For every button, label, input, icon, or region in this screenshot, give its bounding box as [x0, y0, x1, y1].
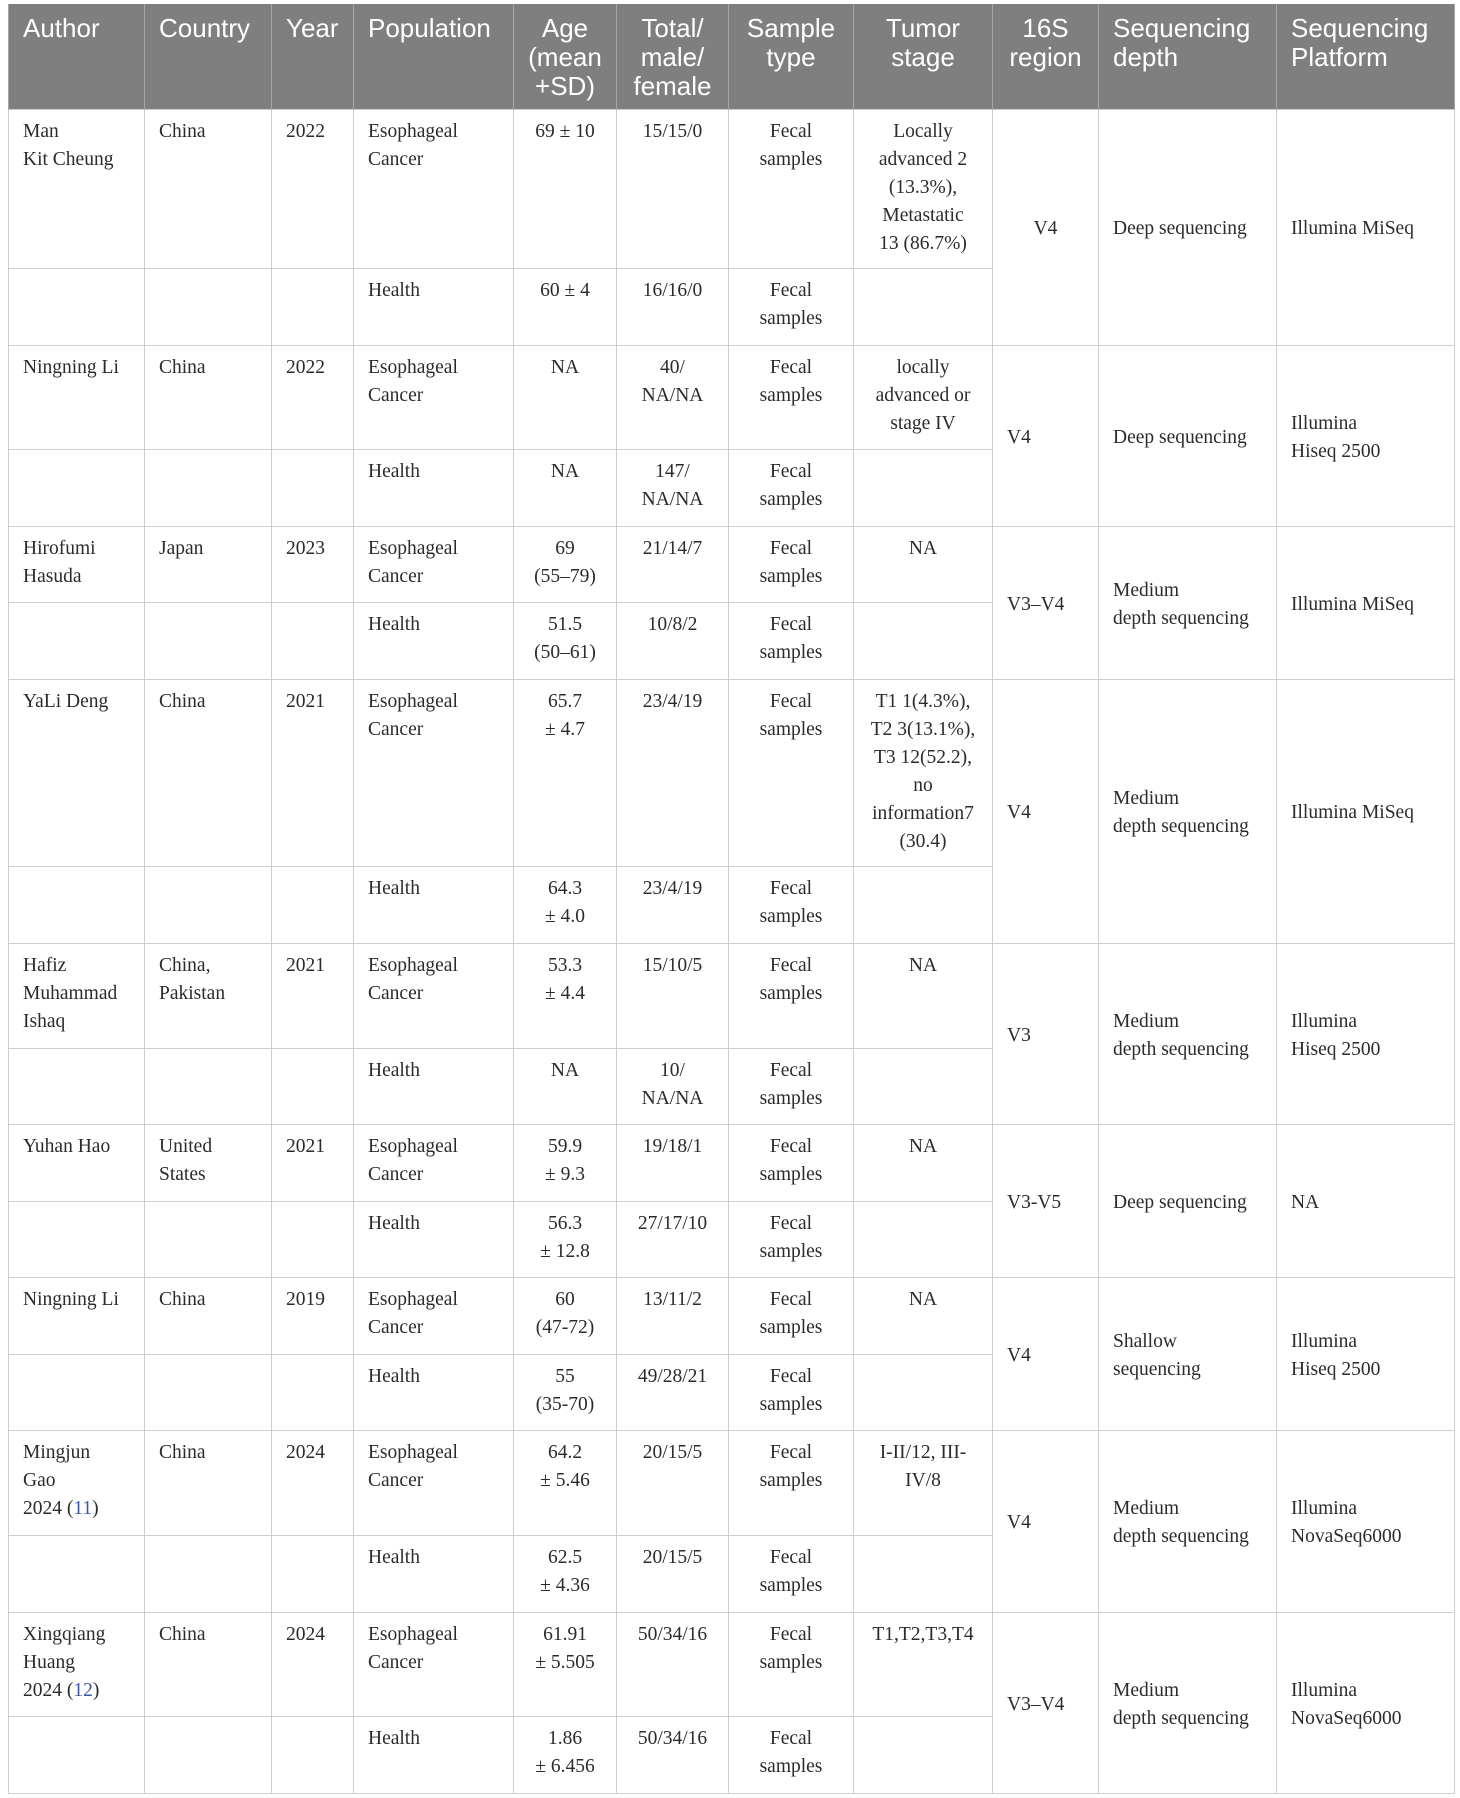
- sample-type-cell: Fecal samples: [729, 1048, 854, 1125]
- age-cell: 62.5 ± 4.36: [514, 1535, 617, 1612]
- header-sample-type: Sample type: [729, 4, 854, 110]
- total-cell: 16/16/0: [617, 269, 729, 346]
- tumor-stage-cell: [854, 603, 993, 680]
- platform-cell: Illumina Hiseq 2500: [1277, 943, 1455, 1124]
- header-population: Population: [354, 4, 514, 110]
- author-cell: Yuhan Hao: [9, 1125, 145, 1202]
- total-cell: 40/ NA/NA: [617, 345, 729, 450]
- total-cell: 15/10/5: [617, 943, 729, 1048]
- tumor-stage-cell: T1,T2,T3,T4: [854, 1612, 993, 1717]
- depth-cell: Deep sequencing: [1099, 110, 1277, 346]
- population-cell: Health: [354, 1535, 514, 1612]
- year-cell-empty: [272, 603, 354, 680]
- year-cell-empty: [272, 1717, 354, 1794]
- tumor-stage-cell: I-II/12, III- IV/8: [854, 1431, 993, 1536]
- author-cell: YaLi Deng: [9, 679, 145, 866]
- sample-type-cell: Fecal samples: [729, 110, 854, 269]
- header-row: [9, 4, 1455, 110]
- tumor-stage-cell: NA: [854, 943, 993, 1048]
- author-line: Mingjun: [23, 1442, 91, 1464]
- country-cell: United States: [145, 1125, 272, 1202]
- age-cell: 69 (55–79): [514, 526, 617, 603]
- tumor-stage-cell: [854, 1535, 993, 1612]
- population-cell: Health: [354, 603, 514, 680]
- tumor-stage-cell: [854, 269, 993, 346]
- country-cell: China, Pakistan: [145, 943, 272, 1048]
- sample-type-cell: Fecal samples: [729, 1535, 854, 1612]
- author-cell-empty: [9, 1354, 145, 1431]
- table-row: [9, 110, 1455, 269]
- year-cell: 2022: [272, 110, 354, 269]
- population-cell: Esophageal Cancer: [354, 943, 514, 1048]
- age-cell: 64.3 ± 4.0: [514, 867, 617, 944]
- table-row: [9, 1431, 1455, 1536]
- header-year: Year: [272, 4, 354, 110]
- age-cell: 59.9 ± 9.3: [514, 1125, 617, 1202]
- year-cell: 2021: [272, 943, 354, 1048]
- header-16s-region: 16S region: [993, 4, 1099, 110]
- age-cell: 65.7 ± 4.7: [514, 679, 617, 866]
- population-cell: Health: [354, 1201, 514, 1278]
- author-cell: Hafiz Muhammad Ishaq: [9, 943, 145, 1048]
- total-cell: 23/4/19: [617, 679, 729, 866]
- header-total: Total/ male/ female: [617, 4, 729, 110]
- year-cell-empty: [272, 1048, 354, 1125]
- header-sequencing-platform: Sequencing Platform: [1277, 4, 1455, 110]
- region-cell: V4: [993, 345, 1099, 526]
- age-cell: 55 (35-70): [514, 1354, 617, 1431]
- total-cell: 23/4/19: [617, 867, 729, 944]
- tumor-stage-cell: [854, 867, 993, 944]
- country-cell-empty: [145, 867, 272, 944]
- platform-cell: NA: [1277, 1125, 1455, 1278]
- author-cell: Man Kit Cheung: [9, 110, 145, 269]
- studies-table: [8, 4, 1455, 1794]
- sample-type-cell: Fecal samples: [729, 1125, 854, 1202]
- depth-cell: Deep sequencing: [1099, 345, 1277, 526]
- year-cell-empty: [272, 1535, 354, 1612]
- population-cell: Esophageal Cancer: [354, 110, 514, 269]
- country-cell-empty: [145, 1717, 272, 1794]
- depth-cell: Medium depth sequencing: [1099, 943, 1277, 1124]
- sample-type-cell: Fecal samples: [729, 1201, 854, 1278]
- country-cell-empty: [145, 269, 272, 346]
- sample-type-cell: Fecal samples: [729, 603, 854, 680]
- sample-type-cell: Fecal samples: [729, 526, 854, 603]
- table-row: [9, 1612, 1455, 1717]
- tumor-stage-cell: NA: [854, 526, 993, 603]
- platform-cell: Illumina NovaSeq6000: [1277, 1612, 1455, 1794]
- population-cell: Esophageal Cancer: [354, 1125, 514, 1202]
- total-cell: 50/34/16: [617, 1612, 729, 1717]
- tumor-stage-cell: [854, 1354, 993, 1431]
- sample-type-cell: Fecal samples: [729, 1354, 854, 1431]
- country-cell-empty: [145, 1535, 272, 1612]
- year-cell-empty: [272, 1201, 354, 1278]
- table-row: [9, 943, 1455, 1048]
- platform-cell: Illumina MiSeq: [1277, 110, 1455, 346]
- population-cell: Esophageal Cancer: [354, 345, 514, 450]
- table-row: [9, 1125, 1455, 1202]
- year-cell: 2024: [272, 1431, 354, 1536]
- country-cell: China: [145, 110, 272, 269]
- sample-type-cell: Fecal samples: [729, 867, 854, 944]
- country-cell-empty: [145, 450, 272, 527]
- age-cell: 56.3 ± 12.8: [514, 1201, 617, 1278]
- region-cell: V4: [993, 1431, 1099, 1612]
- country-cell: China: [145, 1278, 272, 1355]
- tumor-stage-cell: [854, 450, 993, 527]
- sample-type-cell: Fecal samples: [729, 1717, 854, 1794]
- year-cell-empty: [272, 450, 354, 527]
- year-cell: 2021: [272, 1125, 354, 1202]
- population-cell: Esophageal Cancer: [354, 526, 514, 603]
- author-cell: [9, 1612, 145, 1717]
- table-row: [9, 526, 1455, 603]
- sample-type-cell: Fecal samples: [729, 943, 854, 1048]
- tumor-stage-cell: NA: [854, 1278, 993, 1355]
- total-cell: 19/18/1: [617, 1125, 729, 1202]
- year-cell-empty: [272, 1354, 354, 1431]
- population-cell: Health: [354, 1717, 514, 1794]
- year-cell: 2023: [272, 526, 354, 603]
- table-row: [9, 1278, 1455, 1355]
- age-cell: 1.86 ± 6.456: [514, 1717, 617, 1794]
- year-cell: 2024: [272, 1612, 354, 1717]
- population-cell: Esophageal Cancer: [354, 1278, 514, 1355]
- depth-cell: Shallow sequencing: [1099, 1278, 1277, 1431]
- age-cell: NA: [514, 1048, 617, 1125]
- depth-cell: Medium depth sequencing: [1099, 1431, 1277, 1612]
- population-cell: Health: [354, 1048, 514, 1125]
- year-cell: 2022: [272, 345, 354, 450]
- sample-type-cell: Fecal samples: [729, 1431, 854, 1536]
- header-age: Age (mean +SD): [514, 4, 617, 110]
- author-ref-suffix: ): [92, 1498, 99, 1520]
- total-cell: 49/28/21: [617, 1354, 729, 1431]
- region-cell: V4: [993, 679, 1099, 943]
- region-cell: V4: [993, 1278, 1099, 1431]
- author-line: Gao: [23, 1470, 56, 1492]
- total-cell: 27/17/10: [617, 1201, 729, 1278]
- tumor-stage-cell: NA: [854, 1125, 993, 1202]
- age-cell: 51.5 (50–61): [514, 603, 617, 680]
- author-cell-empty: [9, 450, 145, 527]
- header-author: Author: [9, 4, 145, 110]
- region-cell: V3–V4: [993, 1612, 1099, 1794]
- author-ref-suffix: ): [92, 1679, 100, 1701]
- reference-link[interactable]: 11: [73, 1498, 93, 1520]
- country-cell-empty: [145, 1201, 272, 1278]
- total-cell: 21/14/7: [617, 526, 729, 603]
- platform-cell: Illumina MiSeq: [1277, 679, 1455, 943]
- table-row: [9, 345, 1455, 450]
- total-cell: 50/34/16: [617, 1717, 729, 1794]
- tumor-stage-cell: [854, 1717, 993, 1794]
- author-cell-empty: [9, 1048, 145, 1125]
- population-cell: Health: [354, 1354, 514, 1431]
- author-cell: Hirofumi Hasuda: [9, 526, 145, 603]
- age-cell: 60 ± 4: [514, 269, 617, 346]
- age-cell: 53.3 ± 4.4: [514, 943, 617, 1048]
- population-cell: Esophageal Cancer: [354, 679, 514, 866]
- age-cell: 69 ± 10: [514, 110, 617, 269]
- region-cell: V4: [993, 110, 1099, 346]
- region-cell: V3–V4: [993, 526, 1099, 679]
- author-cell-empty: [9, 1535, 145, 1612]
- total-cell: 20/15/5: [617, 1535, 729, 1612]
- country-cell: Japan: [145, 526, 272, 603]
- tumor-stage-cell: T1 1(4.3%), T2 3(13.1%), T3 12(52.2), no information7 (30.4): [854, 679, 993, 866]
- sample-type-cell: Fecal samples: [729, 450, 854, 527]
- total-cell: 13/11/2: [617, 1278, 729, 1355]
- age-cell: NA: [514, 345, 617, 450]
- tumor-stage-cell: [854, 1201, 993, 1278]
- country-cell-empty: [145, 1354, 272, 1431]
- tumor-stage-cell: locally advanced or stage IV: [854, 345, 993, 450]
- header-country: Country: [145, 4, 272, 110]
- sample-type-cell: Fecal samples: [729, 679, 854, 866]
- country-cell: China: [145, 345, 272, 450]
- author-cell: Ningning Li: [9, 345, 145, 450]
- author-ref-prefix: 2024 (: [23, 1498, 74, 1520]
- country-cell-empty: [145, 1048, 272, 1125]
- population-cell: Esophageal Cancer: [354, 1612, 514, 1717]
- reference-link[interactable]: 12: [73, 1679, 93, 1701]
- country-cell: China: [145, 679, 272, 866]
- tumor-stage-cell: Locally advanced 2 (13.3%), Metastatic 13 (86.7%): [854, 110, 993, 269]
- header-sequencing-depth: Sequencing depth: [1099, 4, 1277, 110]
- total-cell: 15/15/0: [617, 110, 729, 269]
- country-cell: China: [145, 1612, 272, 1717]
- author-line: Huang: [23, 1651, 75, 1673]
- header-tumor-stage: Tumor stage: [854, 4, 993, 110]
- total-cell: 10/8/2: [617, 603, 729, 680]
- year-cell-empty: [272, 269, 354, 346]
- total-cell: 20/15/5: [617, 1431, 729, 1536]
- age-cell: 64.2 ± 5.46: [514, 1431, 617, 1536]
- depth-cell: Medium depth sequencing: [1099, 679, 1277, 943]
- age-cell: 61.91 ± 5.505: [514, 1612, 617, 1717]
- author-cell: Ningning Li: [9, 1278, 145, 1355]
- sample-type-cell: Fecal samples: [729, 345, 854, 450]
- sample-type-cell: Fecal samples: [729, 1612, 854, 1717]
- country-cell: China: [145, 1431, 272, 1536]
- population-cell: Health: [354, 867, 514, 944]
- tumor-stage-cell: [854, 1048, 993, 1125]
- author-cell-empty: [9, 867, 145, 944]
- sample-type-cell: Fecal samples: [729, 269, 854, 346]
- total-cell: 10/ NA/NA: [617, 1048, 729, 1125]
- author-cell-empty: [9, 1201, 145, 1278]
- region-cell: V3: [993, 943, 1099, 1124]
- population-cell: Health: [354, 269, 514, 346]
- year-cell: 2019: [272, 1278, 354, 1355]
- total-cell: 147/ NA/NA: [617, 450, 729, 527]
- platform-cell: Illumina MiSeq: [1277, 526, 1455, 679]
- depth-cell: Deep sequencing: [1099, 1125, 1277, 1278]
- depth-cell: Medium depth sequencing: [1099, 526, 1277, 679]
- age-cell: NA: [514, 450, 617, 527]
- platform-cell: Illumina NovaSeq6000: [1277, 1431, 1455, 1612]
- year-cell: 2021: [272, 679, 354, 866]
- table-row: [9, 679, 1455, 866]
- author-cell-empty: [9, 603, 145, 680]
- region-cell: V3-V5: [993, 1125, 1099, 1278]
- author-ref-prefix: 2024 (: [23, 1679, 74, 1701]
- author-line: Xingqiang: [23, 1623, 106, 1645]
- sample-type-cell: Fecal samples: [729, 1278, 854, 1355]
- platform-cell: Illumina Hiseq 2500: [1277, 1278, 1455, 1431]
- age-cell: 60 (47-72): [514, 1278, 617, 1355]
- author-cell-empty: [9, 269, 145, 346]
- platform-cell: Illumina Hiseq 2500: [1277, 345, 1455, 526]
- country-cell-empty: [145, 603, 272, 680]
- author-cell-empty: [9, 1717, 145, 1794]
- year-cell-empty: [272, 867, 354, 944]
- depth-cell: Medium depth sequencing: [1099, 1612, 1277, 1794]
- population-cell: Esophageal Cancer: [354, 1431, 514, 1536]
- author-cell: [9, 1431, 145, 1536]
- population-cell: Health: [354, 450, 514, 527]
